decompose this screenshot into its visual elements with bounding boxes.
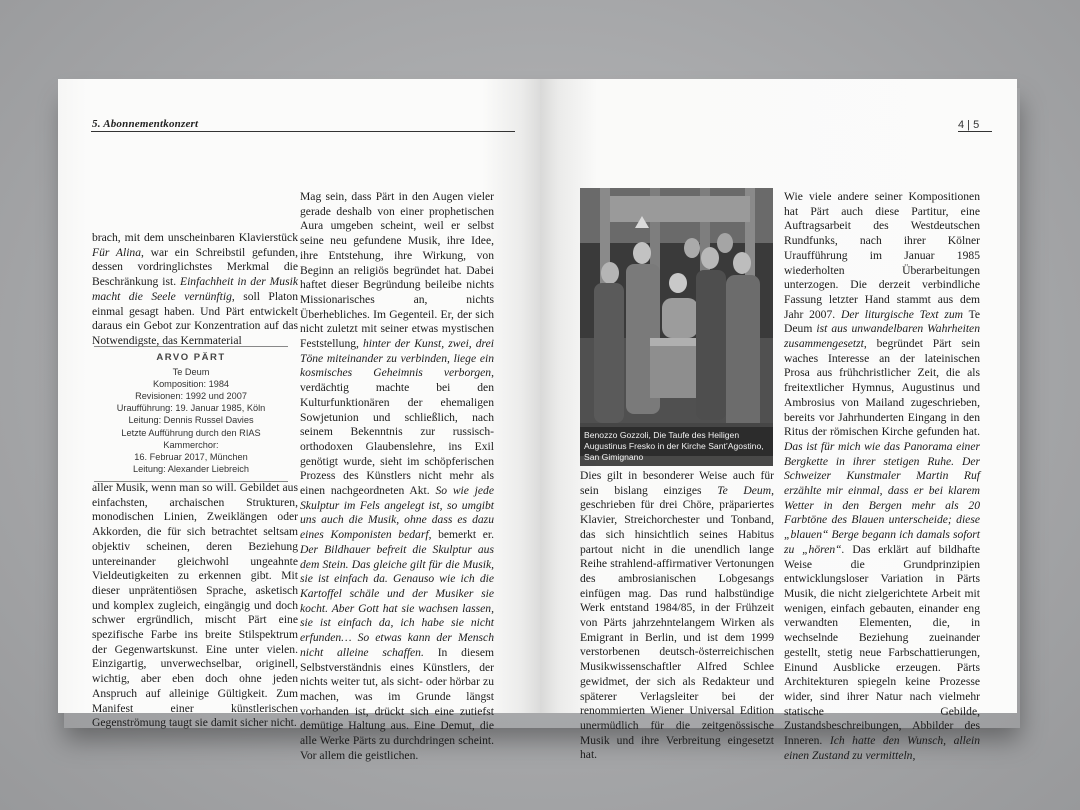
text-run: Te Deum [784,307,981,336]
italic-run: So wie jede Skulptur im Fels angelegt ist, so umgibt uns auch die Musik, ohne dass es dazu eines Komponisten bedarf [300,484,494,542]
text-run: brach, mit dem unscheinbaren Klavierstück [92,231,298,244]
italic-run: Für Alina [92,245,142,259]
paragraph [784,190,980,763]
composer-name: ARVO PÄRT [156,352,226,363]
italic-run: Der Bildhauer befreit die Skulptur aus dem Stein. Das gleiche gilt für die Musik, sie ist einfach da. Genauso wie ich die Kartoffel schäle und der Musiker sie kocht. Aber Gott hat sie wachsen lassen, sie ist einfach da, ich habe sie nicht erfunden… So etwas kann der Mensch nicht alleine schaffen. [300,542,494,659]
text-column-3 [580,469,774,763]
text-run: Das erklärt auf bildhafte Weise die Grundprinzipien entwicklungsloser Variation in Pärts Musik, die nicht zielgerichtete Arbeit mit wenigen, einfach gebauten, einander eng verwandten Elementen, die, in wechselnde Beziehung zueinander gestellt, stetig neue Farbschattierungen, Einund Ausblicke erzeugen. Pärts Architekturen spiegeln keine Prozesse wider, sind ihrer Natur nach vielmehr statische Gebilde, Zustandsbeschreibungen, Abbilder des Inneren. [784,542,981,748]
text-run: Dies gilt in besonderer Weise auch für sein bislang einziges [580,469,774,497]
italic-run: Te Deum [717,483,772,497]
infobox-line: Leitung: Dennis Russel Davies [128,415,254,426]
text-run: , bemerkt er. [428,528,494,542]
infobox-line: 16. Februar 2017, München [134,451,248,462]
infobox-line: Revisionen: 1992 und 2007 [135,391,247,402]
work-infobox [94,346,288,482]
infobox-line: Leitung: Alexander Liebreich [133,463,249,474]
right-page [540,79,1017,762]
page-numbers: 4 | 5 [958,119,980,131]
text-run: In diesem Selbstverständnis eines Künstlers, der nichts weiter tut, als sicht- oder hörbar zu machen, was im Grunde längst vorhanden ist, drückt sich eine zutiefst demütige Haltung aus. Eine Demut, die alle Werke Pärts zu durchdringen scheint. Vor allem die geistlichen. [300,645,495,762]
text-run: , geschrieben für drei Chöre, präpariertes Klavier, Streichorchester und Tonband, das sich hinsichtlich seines Habitus partout nicht in die unendlich lange Reihe strahlend-affirmativer Vertonungen des ambrosianischen Lobgesangs einfügen mag. Das rund halbstündige Werk entstand 1984/85, in der Frühzeit von Pärts jahrzehntelangem Wirken als Emigrant in Berlin, und ist dem 1999 verstorbenen deutsch-österreichischen Musikwissenschaftler Alfred Schlee gewidmet, der sich als Redakteur und späterer Verlagsleiter bei der renommierten Wiener Universal Edition unermüdlich für die zeitgenössische Musik und ihre Verbreitung eingesetzt hat. [580,483,774,762]
infobox-line: Letzte Aufführung durch den RIAS Kammerchor: [121,427,261,450]
running-head: 5. Abonnementkonzert [92,118,199,130]
infobox-line: Te Deum [172,367,210,378]
italic-run: Einfachheit in der Musik macht die Seele vernünftig [92,275,298,303]
paragraph [92,481,298,731]
text-column-4 [784,190,980,763]
italic-run: hinter der Kunst, zwei, drei Töne miteinander zu verbinden, liege ein kosmisches Geheimnis verborgen [300,337,494,380]
text-run: , begründet Pärt sein waches Interesse an der lateinischen Prosa aus frühchristlicher Zeit, die als freitextlicher Hymnus, Augustinus und Ambrosius von Mailand zugeschrieben, bereits vor Jahrhunderten Eingang in den Ritus der römischen Kirche gefunden hat. [784,337,980,439]
fresco-image [580,188,773,456]
text-column-2 [300,190,494,763]
italic-run: Ich hatte den Wunsch, allein einen Zustand zu vermitteln, [784,734,981,762]
text-column-1-bottom [92,481,298,731]
header-rule [91,131,515,132]
italic-run: Das ist für mich wie das Panorama einer Bergkette in ihrer stetigen Ruhe. Der Schweizer Kunstmaler Martin Ruf erzählte mir einmal, dass er bei klarem Wetter in den Bergen mehr als 20 Farbtöne des Blauen unterscheide; diese „blauen“ Berge begann ich damals sofort zu „hören“. [784,439,980,556]
left-page [58,79,540,762]
paragraph [92,231,298,349]
text-run: Wie viele andere seiner Kompositionen hat Pärt auch diese Partitur, eine Auftragsarbeit des Westdeutschen Rundfunks, nach ihrer Kölner Uraufführung im Januar 1985 wiederholten Überarbeitungen unterzogen. Die derzeit verbindliche Fassung letzter Hand stammt aus dem Jahr 2007. [784,190,980,321]
infobox-line: Komposition: 1984 [152,379,230,390]
paragraph [580,469,774,763]
image-caption: Benozzo Gozzoli, Die Taufe des Heiligen Augustinus Fresko in der Kirche Sant’Agostino, San Gimignano [580,427,773,466]
italic-run: Der liturgische Text zum [840,307,964,321]
text-run: , verdächtig machte bei den Kulturfunktionären der ehemaligen Sowjetunion und schließlich, nach seinem Bekenntnis zur russisch-orthodoxen Glaubenslehre, ins Exil genötigt wurde, sieht im schöpferischen Prozess des Künstlers nicht mehr als einen nachgeordneten Akt. [300,366,494,498]
text-run: Mag sein, dass Pärt in den Augen vieler gerade deshalb von einer prophetischen Aura umgeben scheint, weil er selbst seine neu gefundene Musik, ihre Idee, ihre Entstehung, ihre Wirkung, von Beginn an religiös begründet hat. Dabei haftet dieser Begründung beileibe nichts Missionarisches an, nichts Überhebliches. Im Gegenteil. Er, der sich nicht zuletzt mit seiner etwas mystischen Feststellung, [300,190,494,351]
fresco-illustration [580,188,773,456]
text-run: aller Musik, wenn man so will. Gebildet aus einfachsten, archaischen Strukturen, monodischen Linien, Zweiklängen oder Akkorden, die für sich betrachtet seltsam objektiv scheinen, deren Beziehung untereinander gleichwohl ungeahnte Vieldeutigkeiten zu erkennen gibt. Mit dieser unprätentiösen Sprache, asketisch und komplex zugleich, eingängig und doch schwer ergründlich, mischt Pärt eine spezifische Farbe ins breite Stilspektrum der Gegenwartskunst. Eine unter vielen. Einzigartig, unverwechselbar, originell, wichtig, aber eben doch ohne jeden Anspruch auf alleinige Gültigkeit. Zum Manifest einer künstlerischen Gegenströmung taugt sie damit sicher nicht. [92,481,298,730]
infobox-line: Uraufführung: 19. Januar 1985, Köln [116,403,266,414]
header-rule [958,131,992,132]
text-column-1-top [92,231,298,349]
text-run: , war ein Schreibstil gefunden, dessen vordringlichstes Merkmal die Beschränkung ist. [92,245,298,289]
text-run: , soll Platon einmal gesagt haben. Und Pärt entwickelt daraus ein Gebot zur Konzentration auf das Notwendigste, das Kernmaterial [92,289,298,347]
italic-run: ist aus unwandelbaren Wahrheiten zusammengesetzt [784,322,980,351]
paragraph [300,190,494,763]
